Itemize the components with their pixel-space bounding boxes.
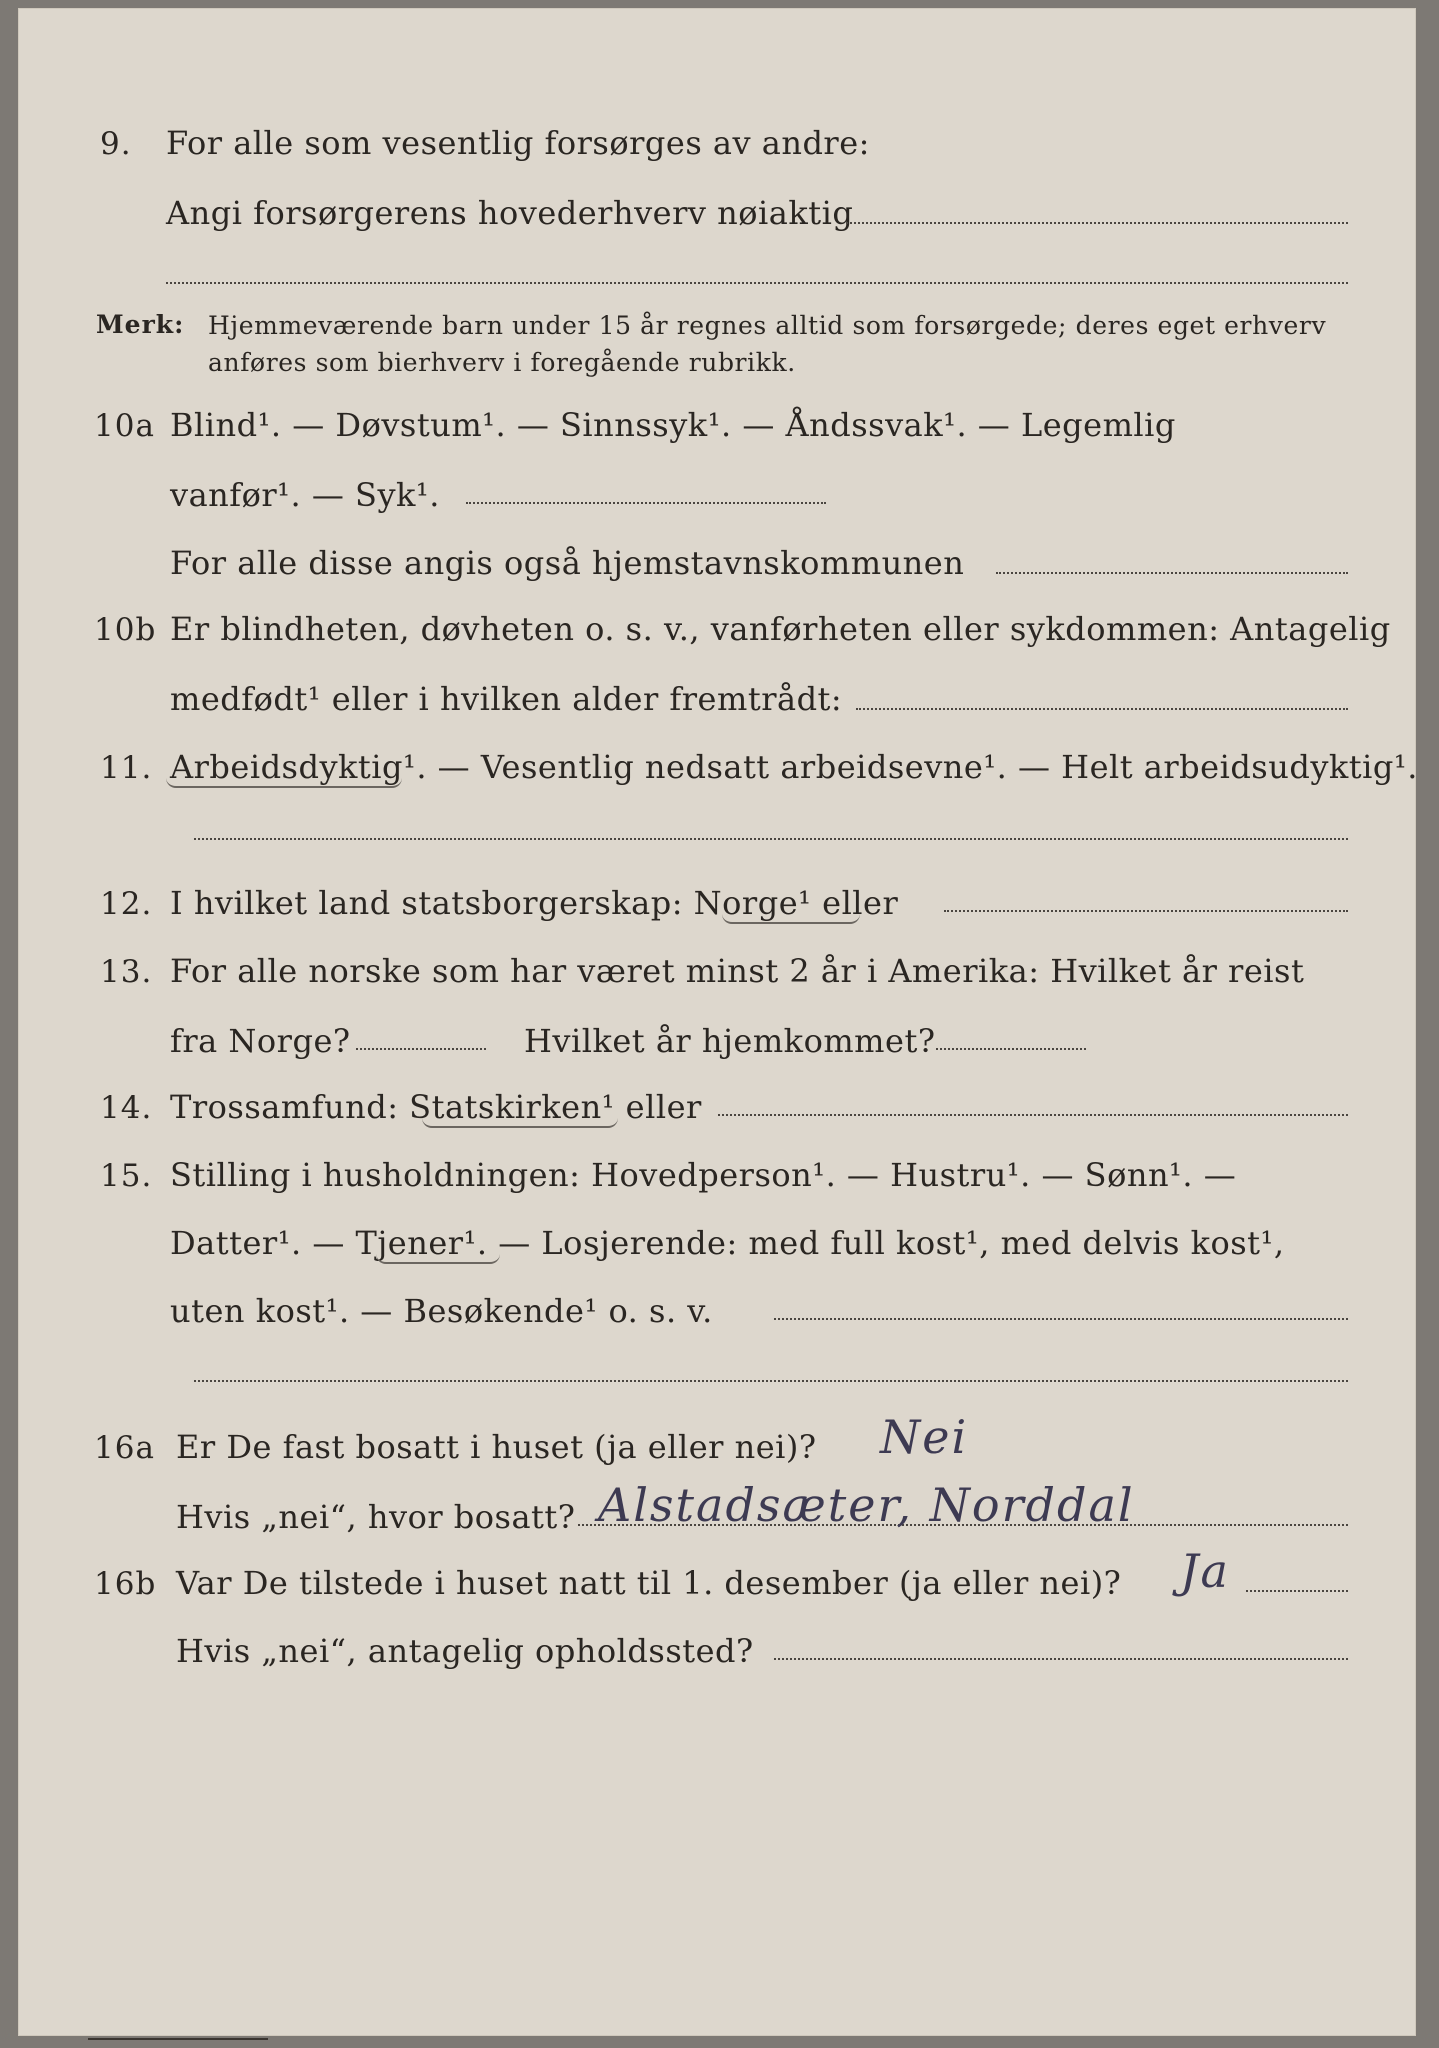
question-text: Blind¹. — Døvstum¹. — Sinnssyk¹. — Åndssvak¹. — Legemlig [170,406,1176,444]
answer-line [356,1048,486,1050]
census-form-page [18,8,1416,2036]
question-number: 16b [94,1566,157,1602]
answer-line [846,222,1348,224]
question-text: For alle disse angis også hjemstavnskommunen [170,544,965,582]
question-text: Hvis „nei“, hvor bosatt? [176,1498,576,1536]
question-number: 11. [100,750,153,786]
question-number: 13. [100,954,153,990]
question-text: Er blindheten, døvheten o. s. v., vanførheten eller sykdommen: Antagelig [170,610,1391,648]
question-text: Datter¹. — Tjener¹. — Losjerende: med full kost¹, med delvis kost¹, [170,1224,1285,1262]
answer-line [774,1658,1348,1660]
answer-line [166,282,1348,284]
question-text: Hvilket år hjemkommet? [524,1022,936,1060]
question-text: Arbeidsdyktig¹. — Vesentlig nedsatt arbeidsevne¹. — Helt arbeidsudyktig¹. [170,748,1418,786]
question-text: I hvilket land statsborgerskap: Norge¹ eller [170,884,899,922]
underline-mark [422,1118,618,1128]
question-number: 16a [94,1430,155,1466]
question-text: Hvis „nei“, antagelig opholdssted? [176,1632,754,1670]
question-text: Trossamfund: Statskirken¹ eller [170,1088,702,1126]
answer-line [996,572,1348,574]
question-text: fra Norge? [170,1022,351,1060]
question-text: For alle norske som har været minst 2 år i Amerika: Hvilket år reist [170,952,1305,990]
answer-line [944,910,1348,912]
answer-line [466,502,826,504]
answer-line [718,1114,1348,1116]
question-text: medfødt¹ eller i hvilken alder fremtrådt: [170,680,843,718]
handwritten-answer: Nei [880,1410,969,1464]
footer-rule [88,2038,268,2040]
handwritten-answer: Ja [1180,1544,1230,1598]
question-text: For alle som vesentlig forsørges av andre: [166,124,870,162]
question-text: Er De fast bosatt i huset (ja eller nei)? [176,1428,817,1466]
answer-line [774,1318,1348,1320]
handwritten-answer: Alstadsæter, Norddal [598,1478,1135,1532]
question-text: uten kost¹. — Besøkende¹ o. s. v. [170,1292,713,1330]
question-number: 10b [94,612,157,648]
question-text: Stilling i husholdningen: Hovedperson¹. — Hustru¹. — Sønn¹. — [170,1156,1237,1194]
answer-line [1246,1590,1348,1592]
question-number: 12. [100,886,153,922]
underline-mark [166,778,402,788]
question-number: 15. [100,1158,153,1194]
question-number: 9. [100,126,132,162]
question-number: 14. [100,1090,153,1126]
question-number: 10a [94,408,155,444]
note-label: Merk: [96,310,185,339]
note-text: anføres som bierhverv i foregående rubrikk. [208,348,796,377]
answer-line [194,1380,1348,1382]
answer-line [194,838,1348,840]
answer-line [936,1048,1086,1050]
answer-line [856,708,1348,710]
underline-mark [376,1254,500,1264]
question-text: vanfør¹. — Syk¹. [170,476,440,514]
note-text: Hjemmeværende barn under 15 år regnes alltid som forsørgede; deres eget erhverv [208,311,1327,340]
question-text: Angi forsørgerens hovederhverv nøiaktig [166,194,854,232]
underline-mark [722,914,860,924]
question-text: Var De tilstede i huset natt til 1. desember (ja eller nei)? [176,1564,1122,1602]
